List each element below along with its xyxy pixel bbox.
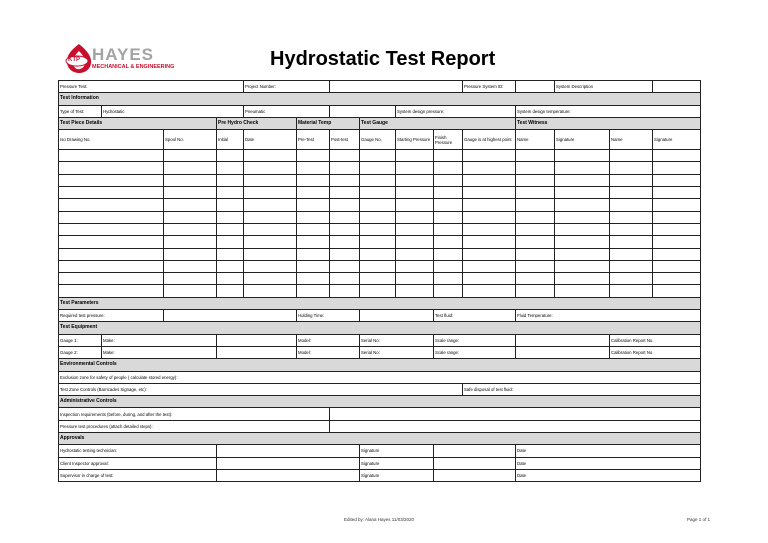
client-inspector-label: Client Inspector approval:: [59, 457, 217, 469]
entry-cell[interactable]: [164, 199, 217, 211]
entry-cell[interactable]: [297, 174, 330, 186]
entry-cell[interactable]: [59, 260, 164, 272]
entry-cell[interactable]: [396, 285, 434, 297]
entry-cell[interactable]: [516, 174, 555, 186]
entry-cell[interactable]: [516, 248, 555, 260]
holding-time-field[interactable]: Holding Time:: [297, 310, 360, 322]
company-logo: [62, 42, 175, 74]
entry-cell[interactable]: [360, 150, 396, 162]
entry-cell[interactable]: [217, 162, 244, 174]
entry-cell[interactable]: [434, 223, 463, 235]
gauge-1-calibration[interactable]: Calibration Report No.: [610, 334, 701, 346]
entry-cell[interactable]: [244, 150, 297, 162]
entry-cell[interactable]: [297, 150, 330, 162]
entry-cell[interactable]: [396, 223, 434, 235]
supervisor-date[interactable]: Date: [516, 469, 701, 481]
entry-cell[interactable]: [244, 248, 297, 260]
entry-cell[interactable]: [653, 223, 701, 235]
entry-cell[interactable]: [396, 174, 434, 186]
entry-cell[interactable]: [653, 273, 701, 285]
procedures-field[interactable]: Pressure test procedures (attach detailed steps):: [59, 420, 330, 432]
entry-cell[interactable]: [610, 248, 653, 260]
approval-supervisor-row: [59, 469, 701, 481]
client-inspector-signature-value[interactable]: [434, 457, 516, 469]
gauge-2-serial[interactable]: Serial No:: [360, 346, 434, 358]
col-gauge-highest: Gauge is at highest point: [463, 130, 516, 150]
type-of-test-label: Type of Test:: [59, 105, 102, 117]
entry-cell[interactable]: [463, 223, 516, 235]
entry-cell[interactable]: [164, 260, 217, 272]
technician-name[interactable]: [217, 445, 360, 457]
group-material-temp: Material Temp: [297, 117, 360, 129]
test-piece-entries: [59, 150, 701, 298]
entry-cell[interactable]: [59, 273, 164, 285]
gauge-1-scale[interactable]: Scale range:: [434, 334, 516, 346]
entry-cell[interactable]: [217, 199, 244, 211]
entry-cell[interactable]: [516, 162, 555, 174]
section-test-information: Test Information: [59, 93, 701, 105]
entry-cell[interactable]: [59, 248, 164, 260]
entry-cell[interactable]: [297, 285, 330, 297]
entry-cell[interactable]: [330, 150, 360, 162]
entry-cell[interactable]: [297, 260, 330, 272]
entry-cell[interactable]: [516, 187, 555, 199]
section-test-parameters: Test Parameters: [59, 297, 701, 309]
technician-signature[interactable]: Signature: [360, 445, 434, 457]
system-description-value[interactable]: [653, 81, 701, 93]
entry-cell[interactable]: [396, 187, 434, 199]
inspection-field[interactable]: Inspection requirements (before, during, and after the test):: [59, 408, 330, 420]
footer-edited: Edited by: Alana Hayes 11/03/2020: [344, 517, 414, 522]
entry-cell[interactable]: [516, 285, 555, 297]
col-initial: Initial: [217, 130, 244, 150]
gauge-1-scale-value[interactable]: [516, 334, 610, 346]
col-spool: Spool No.: [164, 130, 217, 150]
entry-cell[interactable]: [555, 150, 610, 162]
entry-cell[interactable]: [244, 273, 297, 285]
supervisor-label: Supervisor in charge of test:: [59, 469, 217, 481]
entry-cell[interactable]: [653, 187, 701, 199]
entry-cell[interactable]: [653, 162, 701, 174]
entry-cell[interactable]: [463, 260, 516, 272]
test-piece-row: [59, 260, 701, 272]
gauge-1-row: [59, 334, 701, 346]
group-test-gauge: Test Gauge: [360, 117, 516, 129]
group-test-witness: Test Witness: [516, 117, 701, 129]
entry-cell[interactable]: [164, 223, 217, 235]
test-piece-row: [59, 248, 701, 260]
entry-cell[interactable]: [653, 285, 701, 297]
entry-cell[interactable]: [516, 211, 555, 223]
entry-cell[interactable]: [244, 260, 297, 272]
supervisor-signature[interactable]: Signature: [360, 469, 434, 481]
entry-cell[interactable]: [555, 223, 610, 235]
entry-cell[interactable]: [217, 236, 244, 248]
entry-cell[interactable]: [434, 199, 463, 211]
entry-cell[interactable]: [396, 199, 434, 211]
entry-cell[interactable]: [516, 236, 555, 248]
entry-cell[interactable]: [653, 174, 701, 186]
entry-cell[interactable]: [244, 285, 297, 297]
entry-cell[interactable]: [463, 285, 516, 297]
entry-cell[interactable]: [217, 211, 244, 223]
gauge-2-label: Gauge 2:: [59, 346, 102, 358]
project-number-value[interactable]: [330, 81, 463, 93]
entry-cell[interactable]: [297, 273, 330, 285]
entry-cell[interactable]: [59, 236, 164, 248]
entry-cell[interactable]: [610, 223, 653, 235]
entry-cell[interactable]: [463, 187, 516, 199]
entry-cell[interactable]: [610, 260, 653, 272]
entry-cell[interactable]: [516, 199, 555, 211]
entry-cell[interactable]: [434, 285, 463, 297]
col-date: Date: [244, 130, 297, 150]
entry-cell[interactable]: [59, 162, 164, 174]
entry-cell[interactable]: [164, 285, 217, 297]
inspection-row: [59, 408, 701, 420]
technician-label: Hydrostatic testing technician:: [59, 445, 217, 457]
entry-cell[interactable]: [297, 187, 330, 199]
entry-cell[interactable]: [244, 174, 297, 186]
entry-cell[interactable]: [59, 174, 164, 186]
procedures-row: [59, 420, 701, 432]
col-finish-pressure: Finish Pressure: [434, 130, 463, 150]
gauge-1-serial[interactable]: Serial No:: [360, 334, 434, 346]
entry-cell[interactable]: [555, 285, 610, 297]
entry-cell[interactable]: [396, 236, 434, 248]
entry-cell[interactable]: [330, 199, 360, 211]
entry-cell[interactable]: [396, 150, 434, 162]
entry-cell[interactable]: [434, 187, 463, 199]
gauge-1-model[interactable]: Model:: [297, 334, 360, 346]
entry-cell[interactable]: [360, 273, 396, 285]
entry-cell[interactable]: [244, 199, 297, 211]
entry-cell[interactable]: [217, 223, 244, 235]
entry-cell[interactable]: [59, 199, 164, 211]
test-piece-row: [59, 174, 701, 186]
col-gauge-no: Gauge No.: [360, 130, 396, 150]
hydrostatic-option[interactable]: Hydrostatic: [102, 105, 244, 117]
zone-controls-field[interactable]: Test Zone Controls (Barricades Signage, etc):: [59, 383, 463, 395]
entry-cell[interactable]: [297, 199, 330, 211]
section-approvals: Approvals: [59, 433, 701, 445]
test-piece-row: [59, 187, 701, 199]
entry-cell[interactable]: [330, 211, 360, 223]
entry-cell[interactable]: [610, 162, 653, 174]
entry-cell[interactable]: [516, 150, 555, 162]
report-form-table: [58, 80, 701, 482]
entry-cell[interactable]: [217, 187, 244, 199]
logo-brand-text: HAYES: [92, 45, 155, 64]
entry-cell[interactable]: [164, 174, 217, 186]
entry-cell[interactable]: [434, 236, 463, 248]
entry-cell[interactable]: [360, 174, 396, 186]
entry-cell[interactable]: [434, 211, 463, 223]
client-inspector-name[interactable]: [217, 457, 360, 469]
entry-cell[interactable]: [360, 199, 396, 211]
entry-cell[interactable]: [330, 260, 360, 272]
entry-cell[interactable]: [610, 236, 653, 248]
col-pre-test: Pre-Test: [297, 130, 330, 150]
entry-cell[interactable]: [463, 174, 516, 186]
col-starting-pressure: Starting Pressure: [396, 130, 434, 150]
gauge-1-label: Gauge 1:: [59, 334, 102, 346]
gauge-2-make-value[interactable]: [217, 346, 297, 358]
exclusion-zone-field[interactable]: Exclusion zone for safety of people ( calculate stored energy):: [59, 371, 701, 383]
entry-cell[interactable]: [463, 162, 516, 174]
entry-cell[interactable]: [164, 248, 217, 260]
client-inspector-signature[interactable]: Signature: [360, 457, 434, 469]
entry-cell[interactable]: [330, 273, 360, 285]
entry-cell[interactable]: [463, 199, 516, 211]
entry-cell[interactable]: [610, 174, 653, 186]
entry-cell[interactable]: [59, 285, 164, 297]
section-environmental-controls: Environmental Controls: [59, 359, 701, 371]
group-test-piece: Test Piece Details: [59, 117, 217, 129]
entry-cell[interactable]: [653, 199, 701, 211]
entry-cell[interactable]: [297, 162, 330, 174]
entry-cell[interactable]: [610, 150, 653, 162]
zone-controls-row: [59, 383, 701, 395]
entry-cell[interactable]: [297, 236, 330, 248]
gauge-1-make[interactable]: Make:: [102, 334, 217, 346]
gauge-1-make-value[interactable]: [217, 334, 297, 346]
test-piece-row: [59, 162, 701, 174]
approval-client-row: [59, 457, 701, 469]
entry-cell[interactable]: [217, 273, 244, 285]
technician-date[interactable]: Date: [516, 445, 701, 457]
entry-cell[interactable]: [516, 273, 555, 285]
entry-cell[interactable]: [555, 199, 610, 211]
entry-cell[interactable]: [396, 162, 434, 174]
test-piece-row: [59, 236, 701, 248]
design-temperature-field[interactable]: System design temperature:: [516, 105, 701, 117]
entry-cell[interactable]: [330, 174, 360, 186]
entry-cell[interactable]: [330, 248, 360, 260]
entry-cell[interactable]: [164, 162, 217, 174]
entry-cell[interactable]: [610, 285, 653, 297]
design-pressure-field[interactable]: System design pressure:: [396, 105, 516, 117]
col-iso-drawing: Iso Drawing No.: [59, 130, 164, 150]
test-piece-row: [59, 223, 701, 235]
logo-badge: KTP: [68, 57, 80, 63]
entry-cell[interactable]: [653, 150, 701, 162]
entry-cell[interactable]: [434, 150, 463, 162]
gauge-2-make[interactable]: Make:: [102, 346, 217, 358]
entry-cell[interactable]: [610, 187, 653, 199]
safe-disposal-field[interactable]: Safe disposal of test fluid:: [463, 383, 701, 395]
project-number-field[interactable]: Project Number:: [244, 81, 330, 93]
entry-cell[interactable]: [555, 273, 610, 285]
entry-cell[interactable]: [330, 223, 360, 235]
pneumatic-option[interactable]: Pneumatic: [244, 105, 330, 117]
entry-cell[interactable]: [164, 187, 217, 199]
col-signature-1: Signature: [555, 130, 610, 150]
group-pre-hydro: Pre Hydro Check: [217, 117, 297, 129]
entry-cell[interactable]: [555, 211, 610, 223]
test-parameters-row: [59, 310, 701, 322]
test-piece-row: [59, 285, 701, 297]
entry-cell[interactable]: [244, 187, 297, 199]
procedures-value[interactable]: [330, 420, 701, 432]
entry-cell[interactable]: [164, 236, 217, 248]
test-piece-row: [59, 273, 701, 285]
section-test-equipment: Test Equipment: [59, 322, 701, 334]
entry-cell[interactable]: [396, 260, 434, 272]
entry-cell[interactable]: [610, 273, 653, 285]
entry-cell[interactable]: [164, 150, 217, 162]
entry-cell[interactable]: [555, 187, 610, 199]
supervisor-signature-value[interactable]: [434, 469, 516, 481]
entry-cell[interactable]: [360, 162, 396, 174]
test-fluid-field[interactable]: Test fluid:: [434, 310, 516, 322]
pressure-system-id-field[interactable]: Pressure System ID:: [463, 81, 516, 93]
gauge-2-scale-value[interactable]: [516, 346, 610, 358]
approval-technician-row: [59, 445, 701, 457]
entry-cell[interactable]: [297, 223, 330, 235]
entry-cell[interactable]: [434, 248, 463, 260]
gauge-2-model[interactable]: Model:: [297, 346, 360, 358]
entry-cell[interactable]: [555, 260, 610, 272]
entry-cell[interactable]: [330, 162, 360, 174]
entry-cell[interactable]: [555, 236, 610, 248]
entry-cell[interactable]: [244, 162, 297, 174]
col-post-test: Post-test: [330, 130, 360, 150]
holding-time-value[interactable]: [360, 310, 434, 322]
entry-cell[interactable]: [434, 174, 463, 186]
entry-cell[interactable]: [244, 236, 297, 248]
entry-cell[interactable]: [396, 273, 434, 285]
entry-cell[interactable]: [217, 248, 244, 260]
entry-cell[interactable]: [463, 248, 516, 260]
entry-cell[interactable]: [463, 273, 516, 285]
entry-cell[interactable]: [463, 211, 516, 223]
client-inspector-date[interactable]: Date: [516, 457, 701, 469]
entry-cell[interactable]: [516, 260, 555, 272]
entry-cell[interactable]: [360, 248, 396, 260]
entry-cell[interactable]: [463, 150, 516, 162]
entry-cell[interactable]: [434, 162, 463, 174]
inspection-value[interactable]: [330, 408, 701, 420]
required-pressure-value[interactable]: [164, 310, 297, 322]
entry-cell[interactable]: [653, 248, 701, 260]
entry-cell[interactable]: [59, 223, 164, 235]
col-name-1: Name: [516, 130, 555, 150]
entry-cell[interactable]: [516, 223, 555, 235]
entry-cell[interactable]: [555, 174, 610, 186]
entry-cell[interactable]: [59, 211, 164, 223]
entry-cell[interactable]: [244, 223, 297, 235]
entry-cell[interactable]: [653, 211, 701, 223]
entry-cell[interactable]: [610, 211, 653, 223]
entry-cell[interactable]: [360, 285, 396, 297]
test-piece-row: [59, 150, 701, 162]
section-administrative-controls: Administrative Controls: [59, 396, 701, 408]
logo-subtitle: MECHANICAL & ENGINEERING: [92, 64, 175, 70]
test-piece-row: [59, 199, 701, 211]
pressure-test-row: [59, 81, 701, 93]
entry-cell[interactable]: [59, 187, 164, 199]
entry-cell[interactable]: [463, 236, 516, 248]
test-piece-row: [59, 211, 701, 223]
entry-cell[interactable]: [330, 285, 360, 297]
entry-cell[interactable]: [396, 211, 434, 223]
entry-cell[interactable]: [434, 273, 463, 285]
entry-cell[interactable]: [244, 211, 297, 223]
entry-cell[interactable]: [297, 248, 330, 260]
footer-page-number: Page 1 of 1: [687, 517, 711, 522]
entry-cell[interactable]: [59, 150, 164, 162]
entry-cell[interactable]: [164, 273, 217, 285]
entry-cell[interactable]: [360, 223, 396, 235]
entry-cell[interactable]: [653, 260, 701, 272]
group-header-row: [59, 117, 701, 129]
type-of-test-row: [59, 105, 701, 117]
column-header-row: [59, 130, 701, 150]
pressure-test-field[interactable]: Pressure Test:: [59, 81, 244, 93]
entry-cell[interactable]: [653, 236, 701, 248]
blank-cell[interactable]: [330, 105, 396, 117]
required-pressure-field[interactable]: Required test pressure:: [59, 310, 164, 322]
entry-cell[interactable]: [360, 236, 396, 248]
entry-cell[interactable]: [330, 187, 360, 199]
col-name-2: Name: [610, 130, 653, 150]
entry-cell[interactable]: [555, 162, 610, 174]
entry-cell[interactable]: [555, 248, 610, 260]
entry-cell[interactable]: [297, 211, 330, 223]
report-title: Hydrostatic Test Report: [270, 48, 496, 70]
entry-cell[interactable]: [217, 150, 244, 162]
entry-cell[interactable]: [360, 260, 396, 272]
entry-cell[interactable]: [434, 260, 463, 272]
entry-cell[interactable]: [360, 187, 396, 199]
entry-cell[interactable]: [217, 285, 244, 297]
entry-cell[interactable]: [360, 211, 396, 223]
entry-cell[interactable]: [396, 248, 434, 260]
gauge-2-calibration[interactable]: Calibration Report No.: [610, 346, 701, 358]
gauge-2-row: [59, 346, 701, 358]
col-signature-2: Signature: [653, 130, 701, 150]
entry-cell[interactable]: [164, 211, 217, 223]
system-description-field[interactable]: System Description: [555, 81, 653, 93]
entry-cell[interactable]: [217, 260, 244, 272]
entry-cell[interactable]: [217, 174, 244, 186]
entry-cell[interactable]: [330, 236, 360, 248]
supervisor-name[interactable]: [217, 469, 360, 481]
entry-cell[interactable]: [610, 199, 653, 211]
pressure-system-id-value[interactable]: [516, 81, 555, 93]
technician-signature-value[interactable]: [434, 445, 516, 457]
gauge-2-scale[interactable]: Scale range:: [434, 346, 516, 358]
fluid-temperature-field[interactable]: Fluid Temperature:: [516, 310, 701, 322]
